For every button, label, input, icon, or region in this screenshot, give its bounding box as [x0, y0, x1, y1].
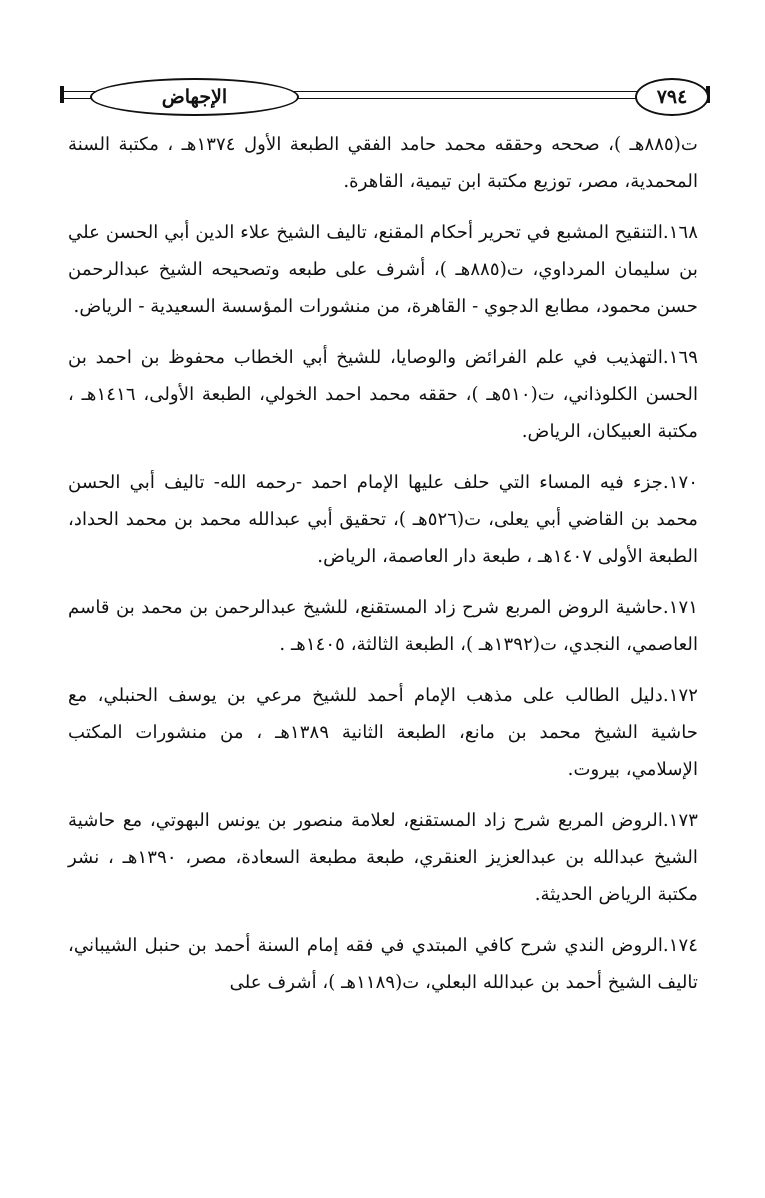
- entry-number: ١٧٠: [668, 472, 698, 493]
- entry-number: ١٦٩: [668, 347, 698, 368]
- page-header: [60, 78, 710, 118]
- bibliography-entry-168: ١٦٨.التنقيح المشبع في تحرير أحكام المقنع، تاليف الشيخ علاء الدين أبي الحسن علي بن سليمان المرداوي، ت(٨٨٥هـ )، أشرف على طبعه وتصحيحه الشيخ عبدالرحمن حسن محمود، مطابع الدجوي - القاهرة، من منشورات المؤسسة السعيدية - الرياض.: [68, 222, 698, 317]
- header-rule-end-left: [60, 86, 64, 103]
- entry-number: ١٧١: [668, 597, 698, 618]
- entry-text: دليل الطالب على مذهب الإمام أحمد للشيخ مرعي بن يوسف الحنبلي، مع حاشية الشيخ محمد بن مانع، الطبعة الثانية ١٣٨٩هـ ، من منشورات المكتب الإسلامي، بيروت.: [68, 685, 699, 780]
- continuation-text: ت(٨٨٥هـ )، صححه وحققه محمد حامد الفقي الطبعة الأول ١٣٧٤هـ ، مكتبة السنة المحمدية، مصر، توزيع مكتبة ابن تيمية، القاهرة.: [68, 134, 698, 192]
- page-number: ٧٩٤: [635, 78, 709, 116]
- bibliography-entry-171: ١٧١.حاشية الروض المربع شرح زاد المستقنع، للشيخ عبدالرحمن بن محمد بن قاسم العاصمي، النجدي، ت(١٣٩٢هـ )، الطبعة الثالثة، ١٤٠٥هـ .: [68, 597, 698, 655]
- entry-text: جزء فيه المساء التي حلف عليها الإمام احمد -رحمه الله- تاليف أبي الحسن محمد بن القاضي أبي يعلى، ت(٥٢٦هـ )، تحقيق أبي عبدالله محمد بن محمد الحداد، الطبعة الأولى ١٤٠٧هـ ، طبعة دار العاصمة، الرياض.: [68, 472, 698, 567]
- chapter-title: الإجهاض: [90, 78, 299, 116]
- bibliography-entry-173: ١٧٣.الروض المربع شرح زاد المستقنع، لعلامة منصور بن يونس البهوتي، مع حاشية الشيخ عبدالله بن عبدالعزيز العنقري، طبعة مطبعة السعادة، مصر، ١٣٩٠هـ ، نشر مكتبة الرياض الحديثة.: [68, 810, 698, 905]
- entry-text: التنقيح المشبع في تحرير أحكام المقنع، تاليف الشيخ علاء الدين أبي الحسن علي بن سليمان المرداوي، ت(٨٨٥هـ )، أشرف على طبعه وتصحيحه الشيخ عبدالرحمن حسن محمود، مطابع الدجوي - القاهرة، من منشورات المؤسسة السعيدية - الرياض.: [68, 222, 698, 317]
- entry-number: ١٧٤: [668, 935, 698, 956]
- bibliography-entry-172: ١٧٢.دليل الطالب على مذهب الإمام أحمد للشيخ مرعي بن يوسف الحنبلي، مع حاشية الشيخ محمد بن مانع، الطبعة الثانية ١٣٨٩هـ ، من منشورات المكتب الإسلامي، بيروت.: [68, 685, 699, 780]
- entry-number: ١٧٣: [668, 810, 698, 831]
- entry-text: حاشية الروض المربع شرح زاد المستقنع، للشيخ عبدالرحمن بن محمد بن قاسم العاصمي، النجدي، ت(١٣٩٢هـ )، الطبعة الثالثة، ١٤٠٥هـ .: [68, 597, 698, 655]
- bibliography-entry-169: ١٦٩.التهذيب في علم الفرائض والوصايا، للشيخ أبي الخطاب محفوظ بن احمد بن الحسن الكلوذاني، ت(٥١٠هـ )، حققه محمد احمد الخولي، الطبعة الأولى، ١٤١٦هـ ، مكتبة العبيكان، الرياض.: [68, 347, 699, 442]
- bibliography-entry-174: ١٧٤.الروض الندي شرح كافي المبتدي في فقه إمام السنة أحمد بن حنبل الشيباني، تاليف الشيخ أحمد بن عبدالله البعلي، ت(١١٨٩هـ )، أشرف على: [68, 935, 698, 993]
- bibliography-list: [68, 126, 698, 1001]
- entry-number: ١٦٨: [668, 222, 698, 243]
- entry-text: الروض الندي شرح كافي المبتدي في فقه إمام السنة أحمد بن حنبل الشيباني، تاليف الشيخ أحمد بن عبدالله البعلي، ت(١١٨٩هـ )، أشرف على: [68, 935, 698, 993]
- entry-text: الروض المربع شرح زاد المستقنع، لعلامة منصور بن يونس البهوتي، مع حاشية الشيخ عبدالله بن عبدالعزيز العنقري، طبعة مطبعة السعادة، مصر، ١٣٩٠هـ ، نشر مكتبة الرياض الحديثة.: [68, 810, 698, 905]
- entry-number: ١٧٢: [668, 685, 698, 706]
- entry-text: التهذيب في علم الفرائض والوصايا، للشيخ أبي الخطاب محفوظ بن احمد بن الحسن الكلوذاني، ت(٥١٠هـ )، حققه محمد احمد الخولي، الطبعة الأولى، ١٤١٦هـ ، مكتبة العبيكان، الرياض.: [68, 347, 699, 442]
- bibliography-entry-170: ١٧٠.جزء فيه المساء التي حلف عليها الإمام احمد -رحمه الله- تاليف أبي الحسن محمد بن القاضي أبي يعلى، ت(٥٢٦هـ )، تحقيق أبي عبدالله محمد بن محمد الحداد، الطبعة الأولى ١٤٠٧هـ ، طبعة دار العاصمة، الرياض.: [68, 472, 698, 567]
